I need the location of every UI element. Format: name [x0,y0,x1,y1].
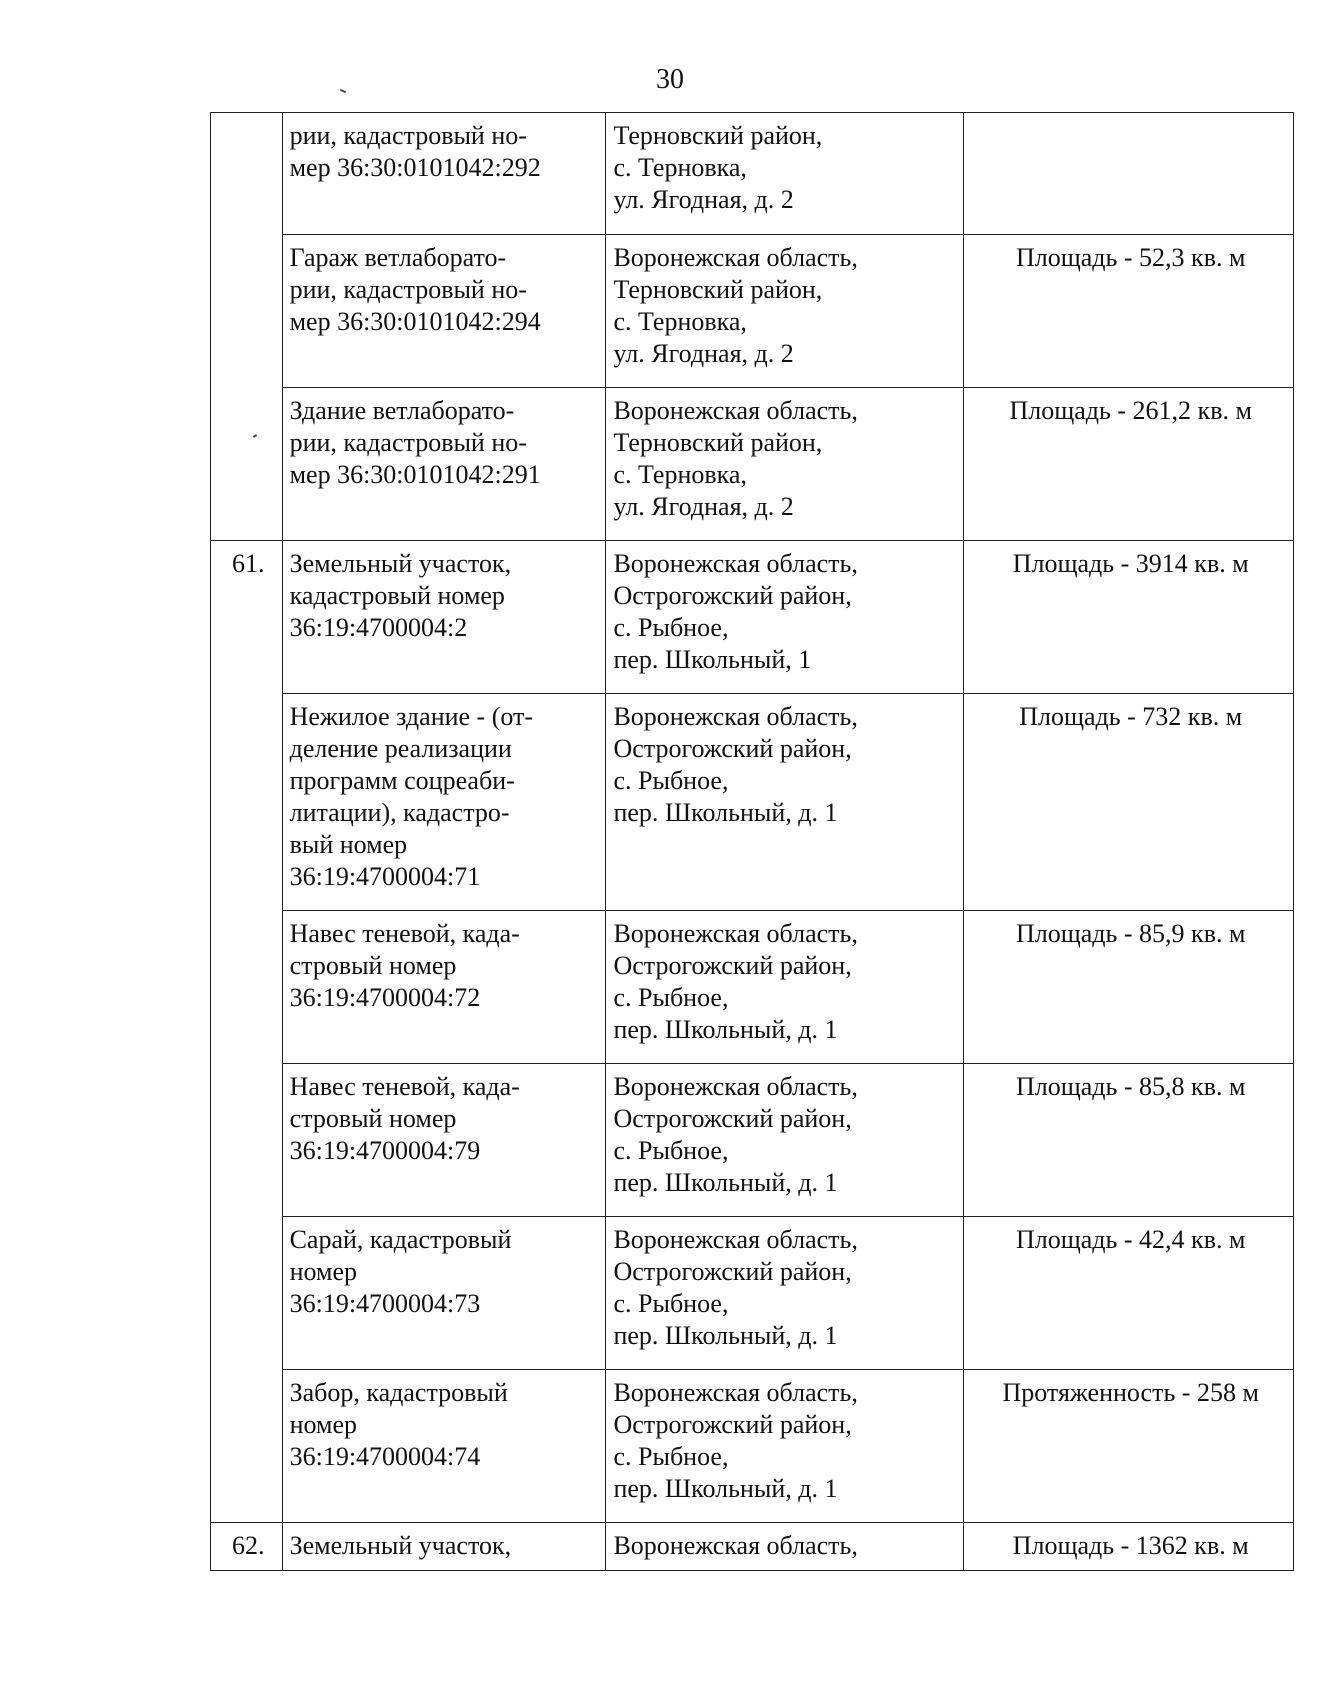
table-row [211,911,1294,1064]
address-cell: Воронежская область, Острогожский район, с. Рыбное, пер. Школьный, д. 1 [606,1370,964,1523]
object-name-cell: Навес теневой, када- стровый номер 36:19:4700004:79 [282,1064,606,1217]
address-cell: Воронежская область, Терновский район, с. Терновка, ул. Ягодная, д. 2 [606,388,964,541]
row-number-cell [211,911,283,1064]
object-name-cell: Забор, кадастровый номер 36:19:4700004:74 [282,1370,606,1523]
table-row [211,1064,1294,1217]
characteristic-cell: Площадь - 42,4 кв. м [964,1217,1294,1370]
address-cell: Воронежская область, [606,1523,964,1571]
object-name-cell: Нежилое здание - (от- деление реализации программ соцреаби- литации), кадастро- вый номер 36:19:4700004:71 [282,694,606,911]
row-number-cell [211,388,283,541]
characteristic-cell: Площадь - 85,9 кв. м [964,911,1294,1064]
table-row [211,113,1294,235]
table-row [211,541,1294,694]
characteristic-cell: Площадь - 3914 кв. м [964,541,1294,694]
address-cell: Терновский район, с. Терновка, ул. Ягодная, д. 2 [606,113,964,235]
row-number-cell [211,1370,283,1523]
row-number-cell [211,1064,283,1217]
characteristic-cell [964,113,1294,235]
table-row [211,388,1294,541]
address-cell: Воронежская область, Острогожский район, с. Рыбное, пер. Школьный, д. 1 [606,1217,964,1370]
characteristic-cell: Площадь - 261,2 кв. м [964,388,1294,541]
address-cell: Воронежская область, Острогожский район, с. Рыбное, пер. Школьный, д. 1 [606,694,964,911]
object-name-cell: Гараж ветлаборато- рии, кадастровый но- мер 36:30:0101042:294 [282,235,606,388]
object-name-cell: Земельный участок, [282,1523,606,1571]
object-name-cell: Здание ветлаборато- рии, кадастровый но- мер 36:30:0101042:291 [282,388,606,541]
object-name-cell: Навес теневой, када- стровый номер 36:19:4700004:72 [282,911,606,1064]
row-number-cell [211,694,283,911]
address-cell: Воронежская область, Терновский район, с. Терновка, ул. Ягодная, д. 2 [606,235,964,388]
page-number: 30 [656,64,684,95]
table-row [211,1370,1294,1523]
object-name-cell: Сарай, кадастровый номер 36:19:4700004:73 [282,1217,606,1370]
table-row [211,235,1294,388]
address-cell: Воронежская область, Острогожский район, с. Рыбное, пер. Школьный, д. 1 [606,1064,964,1217]
address-cell: Воронежская область, Острогожский район, с. Рыбное, пер. Школьный, д. 1 [606,911,964,1064]
row-number-cell: 61. [211,541,283,694]
characteristic-cell: Площадь - 85,8 кв. м [964,1064,1294,1217]
object-name-cell: Земельный участок, кадастровый номер 36:19:4700004:2 [282,541,606,694]
characteristic-cell: Протяженность - 258 м [964,1370,1294,1523]
table-row [211,694,1294,911]
property-registry-table [210,112,1294,1571]
row-number-cell [211,235,283,388]
row-number-cell [211,113,283,235]
object-name-cell: рии, кадастровый но- мер 36:30:0101042:292 [282,113,606,235]
characteristic-cell: Площадь - 732 кв. м [964,694,1294,911]
row-number-cell [211,1217,283,1370]
row-number-cell: 62. [211,1523,283,1571]
address-cell: Воронежская область, Острогожский район, с. Рыбное, пер. Школьный, 1 [606,541,964,694]
characteristic-cell: Площадь - 52,3 кв. м [964,235,1294,388]
characteristic-cell: Площадь - 1362 кв. м [964,1523,1294,1571]
table-row [211,1523,1294,1571]
table-row [211,1217,1294,1370]
